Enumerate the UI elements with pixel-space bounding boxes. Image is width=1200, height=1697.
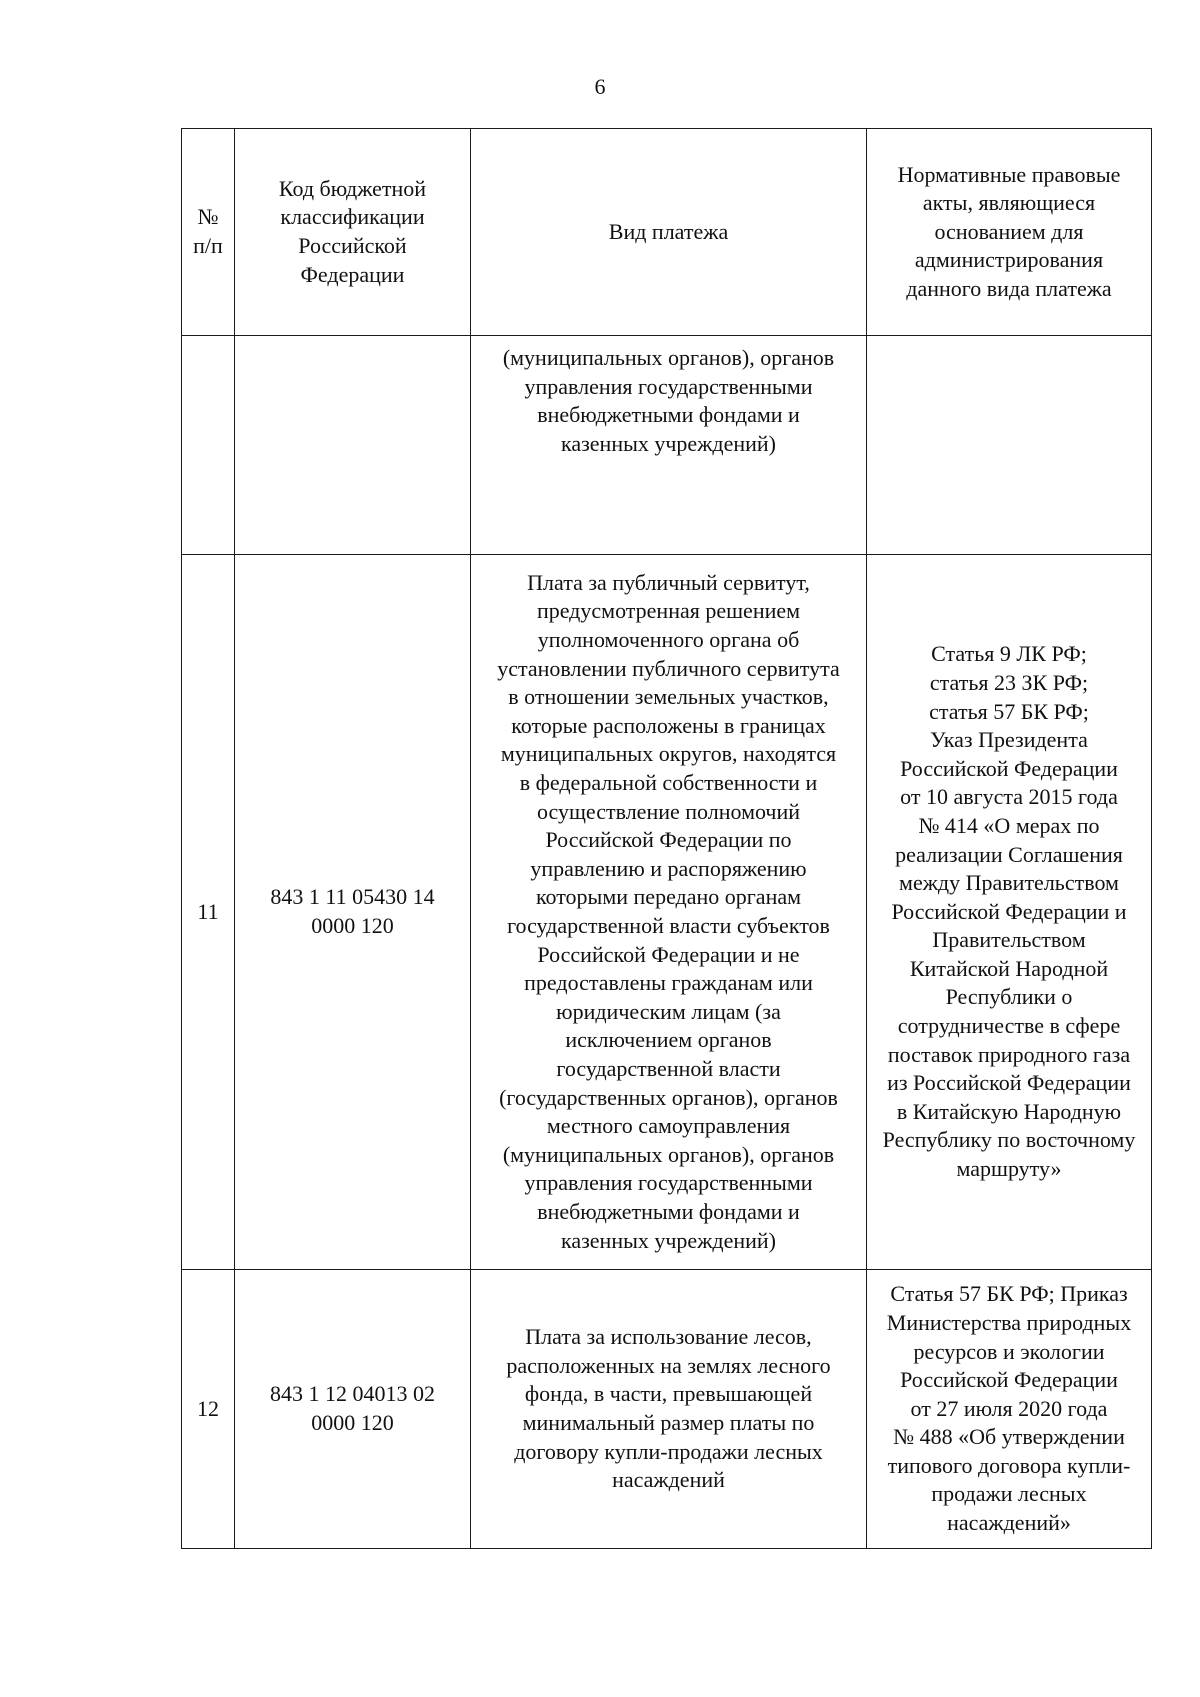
code-line: 0000 120 [311, 913, 394, 938]
header-number [182, 129, 235, 336]
payment-line: управления государственными [524, 373, 813, 399]
acts-line: типового договора купли- [887, 1452, 1131, 1478]
cell-number: 12 [182, 1270, 235, 1549]
header-acts [867, 129, 1152, 336]
payment-line: осуществление полномочий [536, 798, 801, 824]
cell-code [235, 336, 471, 555]
acts-line: сотрудничестве в сфере [897, 1013, 1121, 1039]
payment-line: предоставлены гражданам или [524, 970, 813, 996]
cell-payment [471, 1270, 867, 1549]
cell-code [235, 555, 471, 1270]
payment-line: в федеральной собственности и [519, 770, 818, 796]
payment-line: внебюджетными фондами и [537, 1198, 800, 1224]
header-number-line: № [197, 204, 219, 230]
page-number: 6 [594, 74, 606, 99]
acts-line: Министерства природных [886, 1309, 1132, 1335]
acts-line: Российской Федерации [900, 1367, 1118, 1393]
payment-line: которыми передано органам [535, 884, 802, 910]
payment-line: муниципальных округов, находятся [500, 741, 837, 767]
acts-line: из Российской Федерации [887, 1070, 1131, 1096]
payment-line: минимальный размер платы по [522, 1410, 815, 1435]
acts-line: статья 57 БК РФ; [929, 698, 1089, 724]
payment-line: Российской Федерации по [545, 827, 792, 853]
acts-line: статья 23 ЗК РФ; [929, 669, 1089, 695]
payment-line: насаждений [612, 1467, 725, 1493]
acts-line: Правительством [932, 927, 1086, 953]
code-line: 843 1 11 05430 14 [270, 884, 435, 910]
payment-line: внебюджетными фондами и [537, 402, 800, 428]
payment-line: Плата за публичный сервитут, [527, 569, 810, 595]
acts-line: № 414 «О мерах по [918, 812, 1100, 838]
acts-line: продажи лесных [931, 1481, 1087, 1507]
payment-line: (государственных органов), органов [499, 1084, 838, 1110]
budget-classification-table [181, 128, 1152, 1549]
header-code-line: Код бюджетной [278, 175, 427, 201]
header-number-line: п/п [193, 233, 223, 258]
payment-line: казенных учреждений) [560, 1227, 777, 1253]
payment-line: в отношении земельных участков, [508, 684, 829, 710]
payment-line: государственной власти [556, 1055, 781, 1081]
table-row-continuation [182, 336, 1152, 555]
acts-line: Китайской Народной [909, 955, 1109, 981]
payment-line: договору купли-продажи лесных [514, 1438, 823, 1464]
header-code-line: классификации [280, 204, 425, 230]
table-row-11 [182, 555, 1152, 1270]
payment-line: установлении публичного сервитута [497, 655, 840, 681]
acts-line: Республики о [945, 984, 1073, 1010]
payment-line: предусмотренная решением [536, 598, 801, 624]
acts-line: Статья 57 БК РФ; Приказ [890, 1281, 1128, 1307]
acts-line: от 27 июля 2020 года [910, 1395, 1108, 1421]
cell-acts [867, 555, 1152, 1270]
header-code-line: Федерации [300, 261, 405, 287]
acts-line: реализации Соглашения [895, 841, 1123, 867]
table-header-row [182, 129, 1152, 336]
payment-line: уполномоченного органа об [537, 627, 800, 653]
cell-code [235, 1270, 471, 1549]
table-row-12 [182, 1270, 1152, 1549]
acts-line: насаждений» [947, 1510, 1071, 1536]
acts-line: от 10 августа 2015 года [900, 784, 1118, 810]
payment-line: которые расположены в границах [511, 712, 826, 738]
acts-line: Республику по восточному [882, 1127, 1136, 1153]
payment-line: государственной власти субъектов [507, 913, 830, 938]
header-payment [471, 129, 867, 336]
acts-line: Статья 9 ЛК РФ; [931, 641, 1087, 667]
acts-line: маршруту» [956, 1156, 1062, 1182]
cell-number: 11 [182, 555, 235, 1270]
header-acts-line: акты, являющиеся [922, 190, 1096, 216]
payment-line: Плата за использование лесов, [525, 1324, 812, 1350]
acts-line: Российской Федерации [900, 755, 1118, 781]
payment-line: юридическим лицам (за [556, 998, 781, 1024]
header-acts-line: основанием для [934, 218, 1084, 244]
acts-line: между Правительством [899, 870, 1119, 896]
payment-line: местного самоуправления [546, 1113, 791, 1139]
acts-line: ресурсов и экологии [913, 1338, 1105, 1364]
payment-line: исключением органов [565, 1027, 772, 1053]
header-code [235, 129, 471, 336]
payment-line: казенных учреждений) [560, 430, 777, 456]
payment-line: фонда, в части, превышающей [524, 1381, 813, 1407]
cell-payment [471, 336, 867, 555]
header-acts-line: Нормативные правовые [897, 161, 1121, 187]
acts-line: Указ Президента [930, 727, 1088, 753]
acts-line: Российской Федерации и [891, 898, 1127, 924]
cell-acts [867, 1270, 1152, 1549]
cell-number [182, 336, 235, 555]
payment-line: (муниципальных органов), органов [502, 1141, 835, 1167]
payment-line: управления государственными [524, 1170, 813, 1196]
cell-payment [471, 555, 867, 1270]
payment-line: Российской Федерации и не [537, 941, 800, 967]
cell-acts [867, 336, 1152, 555]
code-line: 843 1 12 04013 02 [270, 1381, 435, 1407]
acts-line: в Китайскую Народную [896, 1098, 1122, 1124]
header-acts-line: данного вида платежа [906, 275, 1112, 301]
code-line: 0000 120 [311, 1410, 394, 1435]
acts-line: № 488 «Об утверждении [893, 1424, 1125, 1450]
acts-line: поставок природного газа [887, 1041, 1131, 1067]
payment-line: управлению и распоряжению [530, 855, 807, 881]
payment-line: (муниципальных органов), органов [502, 345, 835, 370]
header-payment-line: Вид платежа [608, 218, 729, 244]
header-acts-line: администрирования [914, 247, 1104, 273]
header-code-line: Российской [298, 233, 407, 258]
payment-line: расположенных на землях лесного [506, 1352, 831, 1378]
